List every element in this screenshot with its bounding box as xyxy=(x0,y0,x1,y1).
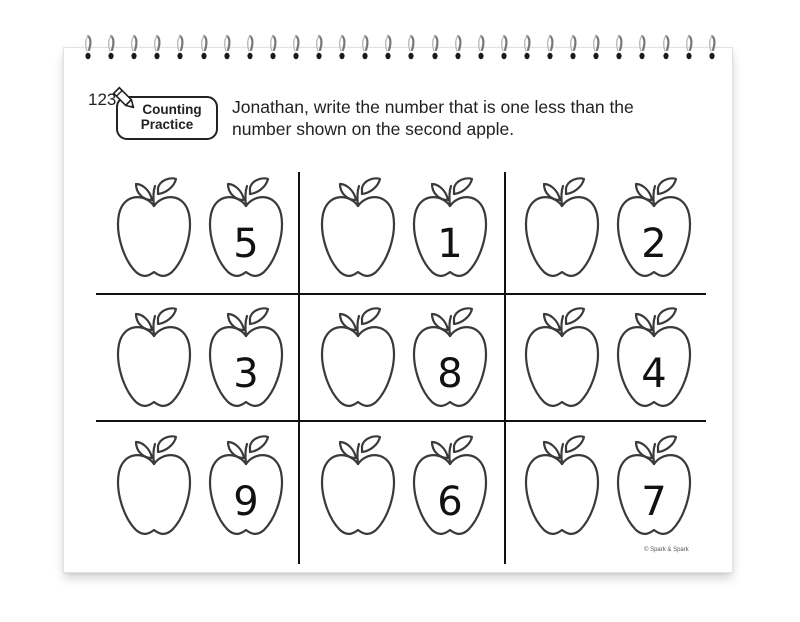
numbered-apple xyxy=(614,434,694,538)
blank-apple[interactable] xyxy=(114,176,194,280)
badge-label-line1: Counting xyxy=(142,102,202,117)
spiral-ring xyxy=(174,34,184,66)
spiral-ring xyxy=(151,34,161,66)
grid-divider-horizontal-1 xyxy=(96,293,706,295)
blank-apple[interactable] xyxy=(318,176,398,280)
spiral-ring xyxy=(405,34,415,66)
spiral-ring xyxy=(336,34,346,66)
apple-number: 2 xyxy=(641,221,667,267)
apple-icon xyxy=(114,434,194,538)
apple-number: 4 xyxy=(641,351,667,397)
blank-apple[interactable] xyxy=(114,434,194,538)
blank-apple[interactable] xyxy=(522,434,602,538)
numbered-apple xyxy=(206,434,286,538)
spiral-ring xyxy=(267,34,277,66)
apple-number: 3 xyxy=(233,351,259,397)
numbered-apple xyxy=(410,306,490,410)
copyright-notice: © Spark & Spark xyxy=(644,547,689,553)
spiral-ring xyxy=(498,34,508,66)
badge-label-line2: Practice xyxy=(140,117,194,132)
spiral-ring xyxy=(660,34,670,66)
apple-number: 9 xyxy=(233,479,259,525)
numbered-apple xyxy=(614,176,694,280)
spiral-ring xyxy=(429,34,439,66)
apple-icon xyxy=(318,306,398,410)
instruction-line-2: number shown on the second apple. xyxy=(232,119,515,139)
spiral-ring xyxy=(567,34,577,66)
apple-number: 1 xyxy=(437,221,463,267)
spiral-ring xyxy=(198,34,208,66)
apple-number: 6 xyxy=(437,479,463,525)
spiral-ring xyxy=(636,34,646,66)
numbered-apple xyxy=(614,306,694,410)
badge-number: 123 xyxy=(88,90,117,109)
blank-apple[interactable] xyxy=(318,434,398,538)
apple-icon xyxy=(114,306,194,410)
spiral-ring xyxy=(105,34,115,66)
numbered-apple xyxy=(410,434,490,538)
apple-icon xyxy=(522,306,602,410)
spiral-ring xyxy=(706,34,716,66)
numbered-apple xyxy=(206,306,286,410)
blank-apple[interactable] xyxy=(318,306,398,410)
blank-apple[interactable] xyxy=(114,306,194,410)
apple-icon xyxy=(522,176,602,280)
spiral-ring xyxy=(452,34,462,66)
grid-divider-vertical-2 xyxy=(504,172,506,564)
spiral-ring xyxy=(221,34,231,66)
numbered-apple xyxy=(206,176,286,280)
instruction-line-1: Jonathan, write the number that is one less than the xyxy=(232,97,634,117)
instruction-text xyxy=(232,96,692,140)
grid-divider-vertical-1 xyxy=(298,172,300,564)
apple-icon xyxy=(522,434,602,538)
apple-number: 8 xyxy=(437,351,463,397)
apple-grid xyxy=(96,172,706,564)
spiral-ring xyxy=(613,34,623,66)
spiral-binding xyxy=(64,34,732,68)
spiral-ring xyxy=(128,34,138,66)
spiral-ring xyxy=(544,34,554,66)
grid-divider-horizontal-2 xyxy=(96,420,706,422)
spiral-ring xyxy=(382,34,392,66)
spiral-ring xyxy=(521,34,531,66)
pencil-icon xyxy=(112,86,138,112)
numbered-apple xyxy=(410,176,490,280)
spiral-ring xyxy=(475,34,485,66)
counting-practice-badge xyxy=(84,84,224,144)
spiral-ring xyxy=(244,34,254,66)
spiral-ring xyxy=(313,34,323,66)
spiral-ring xyxy=(82,34,92,66)
apple-number: 7 xyxy=(641,479,667,525)
spiral-ring xyxy=(359,34,369,66)
apple-number: 5 xyxy=(233,221,259,267)
apple-icon xyxy=(318,434,398,538)
spiral-ring xyxy=(683,34,693,66)
blank-apple[interactable] xyxy=(522,176,602,280)
blank-apple[interactable] xyxy=(522,306,602,410)
apple-icon xyxy=(318,176,398,280)
apple-icon xyxy=(114,176,194,280)
spiral-ring xyxy=(590,34,600,66)
spiral-ring xyxy=(290,34,300,66)
